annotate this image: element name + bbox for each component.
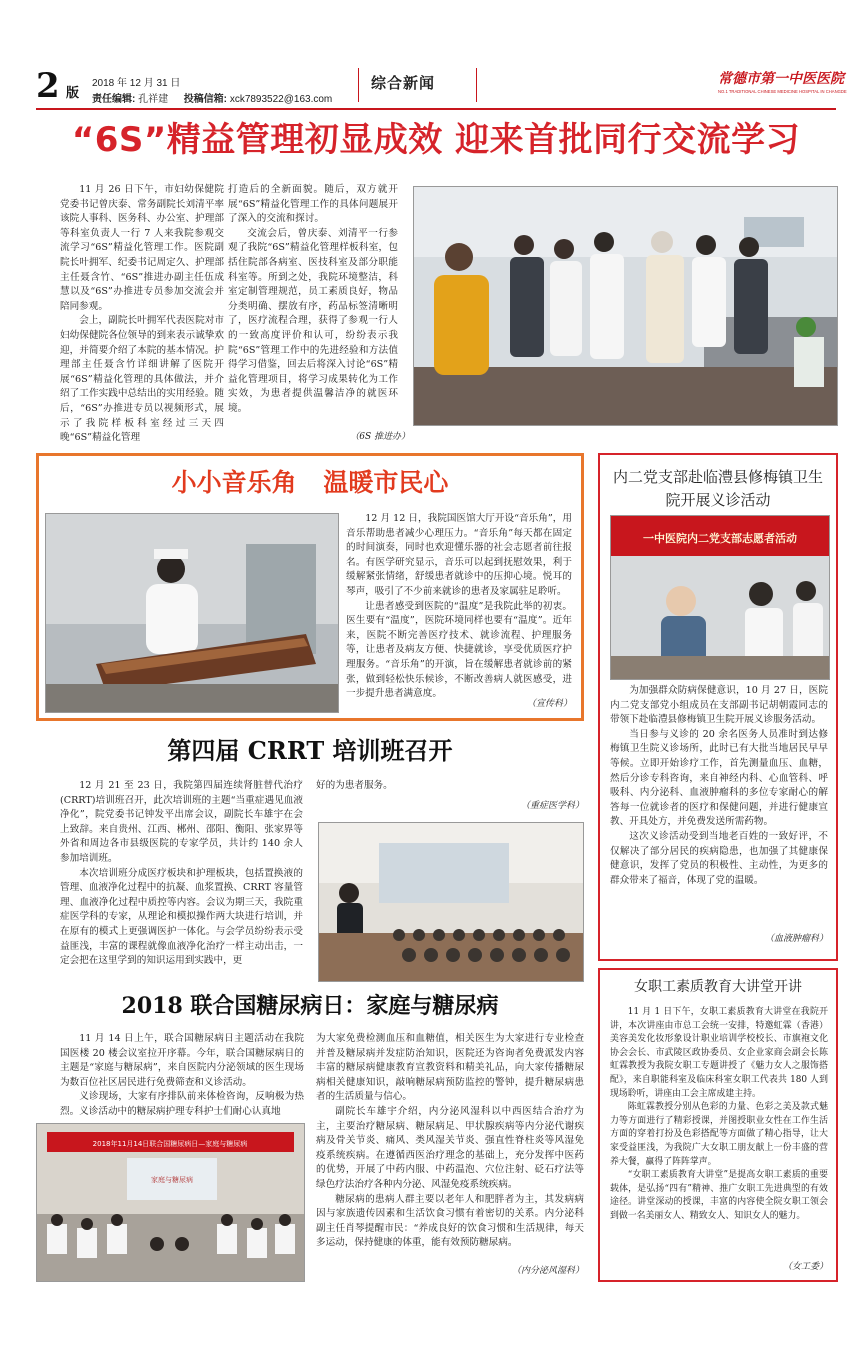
article3-p2: 当日参与义诊的 20 余名医务人员准时到达修梅镇卫生院义诊场所，此时已有大批当地居民早早等候。立即开始诊疗工作，首先测量血压、血糖，然后分诊专科咨询，来自神经内科、心血管科、呼吸科、内分泌科、血液肿瘤科的多位专家耐心的解答每一位就诊者的医疗和保健问题，并进行健康宣教、开具处方，并免费发送所需药物。 [610,728,828,828]
article4-title: 第四届 CRRT 培训班召开 [167,736,453,765]
article5-col1 [60,1032,304,1120]
article2-photo [45,513,339,713]
article5-p1: 11 月 14 日上午，联合国糖尿病日主题活动在我院国医楼 20 楼会议室拉开序幕。今年，联合国糖尿病日的主题是“家庭与糖尿病”，来自医院内分泌领域的医生现场为数百位社区居民进行免费筛查和义诊活动。 [60,1033,304,1088]
article3-signature: （血液肿瘤科） [764,934,828,944]
article2-p2: 让患者感受到医院的“温度”是我院此举的初衷。医生要有“温度”，医院环境同样也要有“温度”。近年来，医院不断完善医疗技术、就诊流程、护理服务等，让患者及病友方便、快捷就诊，享受优质医疗护理服务。“音乐角”的开演，旨在缓解患者就诊前的紧张，做到轻松快乐候诊，不断改善病人就医感受，进一步提升患者满意度。 [346,600,572,700]
guzheng-performance-photo [46,514,338,712]
masthead-english: NO.1 TRADITIONAL CHINESE MEDICINE HOSPITAL IN CHANGDE [718,89,847,94]
masthead-title: 常德市第一中医医院 [718,71,844,87]
article1-p1: 11 月 26 日下午，市妇幼保健院党委书记曾庆泰、常务副院长刘清平率该院人事科、医务科、办公室、护理部等科室负责人一行 7 人来我院参观交流学习“6S”精益化管理工作。医院副院长叶拥军、纪委书记周定久、护理部主任聂含竹、“6S”推进办副主任伍成慧以及“6S”办推进专员参加交流会并陪同参观。 [60,184,224,312]
article6-body [610,1006,828,1224]
page-header [36,66,847,110]
editor-label: 责任编辑: [92,94,136,105]
article1-p3: 打造后的全新面貌。随后，双方就开展“6S”精益化管理工作的具体问题展开了深入的交流和探讨。 [228,184,398,225]
article3-p3: 这次义诊活动受到当地老百姓的一致好评，不仅解决了部分居民的疾病隐患，也加强了其健康保健意识，发挥了党员的积极性、主动性，为更多的群众带来了福音，体现了党的温暖。 [610,830,828,886]
article2-title: 小小音乐角 温暖市民心 [171,468,449,497]
article5-p2: 义诊现场，大家有序排队前来体检咨询，反响极为热烈。义诊活动中的糖尿病护理专科护士们耐心认真地 [60,1091,304,1117]
article6-p3: “女职工素质教育大讲堂”是提高女职工素质的重要载体，是弘扬“四有”精神、推广女职工先进典型的有效途径。讲堂深动的授课，丰富的内容使全院女职工领会到做一名美丽女人、精致女人、知识女人的魅力。 [610,1170,828,1221]
editor-name: 孔祥建 [138,94,169,105]
photo-screen-text: 家庭与糖尿病 [151,1176,193,1184]
article3-body [610,684,828,888]
article4-signature: （重症医学科） [520,801,584,811]
article1-photo [413,186,838,426]
article2-body [346,512,572,702]
header-divider [358,68,359,102]
email-address[interactable]: xck7893522@163.com [229,94,333,105]
visit-group-photo [414,187,837,425]
article3-photo [610,515,830,680]
free-clinic-photo [611,516,829,679]
page-unit: 版 [66,86,80,101]
article6-p1: 11 月 1 日下午，女职工素质教育大讲堂在我院开讲，本次讲座由市总工会统一安排，特邀虹霖（香港）美容美发化妆形象设计职业培训学校校长、市旗袍文化协会会长、市武陵区政协委员、女企业家商会副会长陈虹霖教授为我院女职工专题讲授了《魅力女人之服饰搭配》，来自职能科室及临床科室女职工代表共 180 人到现场聆听，讲座由工会主席成建主持。 [610,1007,828,1099]
article1-title: “6S”精益管理初显成效 迎来首批同行交流学习 [71,120,801,160]
article1-col2 [228,183,398,417]
article1-p2: 会上，副院长叶拥军代表医院对市妇幼保健院各位领导的到来表示诚挚欢迎，并简要介绍了本院的基本情况。护理部主任聂含竹详细讲解了医院开展“6S”精益化管理的具体做法，并介绍了工作实践中总结出的实用经验。随后，“6S”办推进专员以视频形式，展示了我院样板科室经过三天四晚“6S”精益化管理 [60,315,224,444]
article4-p2: 本次培训班分成医疗板块和护理板块，包括置换液的管理、血液净化过程中的抗凝、血浆置换、CRRT 容量管理、血液净化过程中质控等内容。会议为期三天，我院重症医学科的专家，从理论和模拟操作两大块进行培训，并在原有的模式上更强调医护一体化。与会学员纷纷表示受益匪浅，丰富的课程就像血液净化治疗一样主动出击，一定会把在这里学到的知识运用到实践中，更 [60,867,303,967]
article4-col2-top [316,779,584,794]
header-divider-2 [476,68,477,102]
clinic-banner-text: 一中医院内二党支部志愿者活动 [643,532,797,545]
article5-col2 [316,1032,584,1251]
article5-photo [36,1123,305,1282]
article1-col1 [60,183,224,446]
article2-p1: 12 月 12 日，我院国医馆大厅开设“音乐角”，用音乐帮助患者减少心理压力。“音乐角”每天都在固定的时间演奏，同时也欢迎懂乐器的社会志愿者前往报名。有医学研究显示，音乐可以起到抚慰效果，利于缓解紧张情绪，舒缓患者就诊中的压抑心境。悦耳的琴声，吸引了不少前来就诊的患者及家属驻足聆听。 [346,513,572,597]
article4-col1 [60,779,303,969]
editor-line [92,90,332,105]
article4-photo [318,822,584,982]
article4-p1: 12 月 21 至 23 日，我院第四届连续肾脏替代治疗(CRRT)培训班召开，此次培训班的主题“当重症遇见血液净化”，院党委书记钟发平出席会议，副院长车雄宇在会上致辞。来自贵州、江西、郴州、邵阳、衡阳、张家界等外省和周边各市县级医院的专家学员，共计约 140 余人参加培训班。 [60,780,303,864]
email-label: 投稿信箱: [183,94,228,105]
article6-p2: 陈虹霖教授分别从色彩的力量、色彩之美及款式魅力等方面进行了精彩授课，并图授职业女性在工作生活方面的穿着打扮及色彩搭配等方面做了精心指导，让大家受益匪浅，为我院广大女职工朋友献上一份丰盛的营养大餐，赢得了阵阵掌声。 [610,1102,828,1167]
article1-signature: （6S 推进办） [350,432,410,442]
article1-p4: 交流会后，曾庆泰、刘清平一行参观了我院“6S”精益化管理样板科室，包括住院部各病室、医技科室及部分职能科室等。所到之处，我院环境整洁，科室定制管理规范，员工素质良好，物品分类明确、摆放有序，药品标签清晰明了，医疗流程合理，获得了参观一行人的一致高度评价和认可，纷纷表示我院“6S”管理工作中的先进经验和方法值得学习借鉴，回去后将深入讨论“6S”精益化管理项目，将学习成果转化为工作实效，为患者提供温馨洁净的就医环境。 [228,227,398,414]
article6-signature: （女工委） [782,1262,828,1272]
article5-p4: 副院长车雄宇介绍，内分泌风湿科以中西医结合治疗为主，主要治疗糖尿病、糖尿病足、甲状腺疾病等内分泌代谢疾病及骨关节炎、痛风、类风湿关节炎、强直性脊柱炎等风湿免疫系统疾病。在遵循西医治疗理念的基础上，充分发挥中医药的优势，开展了中药内服、中药温泡、穴位注射、砭石疗法等绿色疗法治疗各种内分泌、风湿免疫系统疾病。 [316,1105,584,1190]
article4-p3: 好的为患者服务。 [316,780,393,791]
diabetes-day-photo [37,1124,304,1281]
article5-p3: 为大家免费检测血压和血糖值，相关医生为大家进行专业检查并普及糖尿病并发症防治知识，医院还为咨询者免费派发内容丰富的糖尿病健康教育宣教资料和精美礼品，向大家传播糖尿病相关健康知识，敲响糖尿病预防监控的警钟，提升糖尿病患者的生活质量与信心。 [316,1033,584,1103]
article5-p5: 糖尿病的患病人群主要以老年人和肥胖者为主，其发病病因与家族遗传因素和生活饮食习惯有着密切的关系。内分泌科副主任肖琴提醒市民：“养成良好的饮食习惯和生活规律，每天多运动，保持健康的体重，能有效预防糖尿病。 [316,1193,584,1249]
issue-date: 2018 年 12 月 31 日 [92,78,181,89]
article5-title: 2018 联合国糖尿病日：家庭与糖尿病 [121,993,499,1019]
page-number: 2 [36,66,60,106]
article3-title: 内二党支部赴临澧县修梅镇卫生院开展义诊活动 [612,468,823,509]
article2-signature: （宣传科） [526,699,572,709]
section-name: 综合新闻 [371,74,436,92]
hospital-logo [718,68,847,100]
header-rule [36,108,836,110]
photo-banner-text: 2018年11月14日联合国糖尿病日—家庭与糖尿病 [92,1140,248,1148]
article6-title: 女职工素质教育大讲堂开讲 [634,979,802,995]
crrt-training-photo [319,823,583,981]
article3-p1: 为加强群众防病保健意识，10 月 27 日，医院内二党支部党小组成员在支部副书记胡朝霞同志的带领下赴临澧县修梅镇卫生院开展义诊服务活动。 [610,685,828,726]
article5-signature: （内分泌风湿科） [511,1266,584,1276]
